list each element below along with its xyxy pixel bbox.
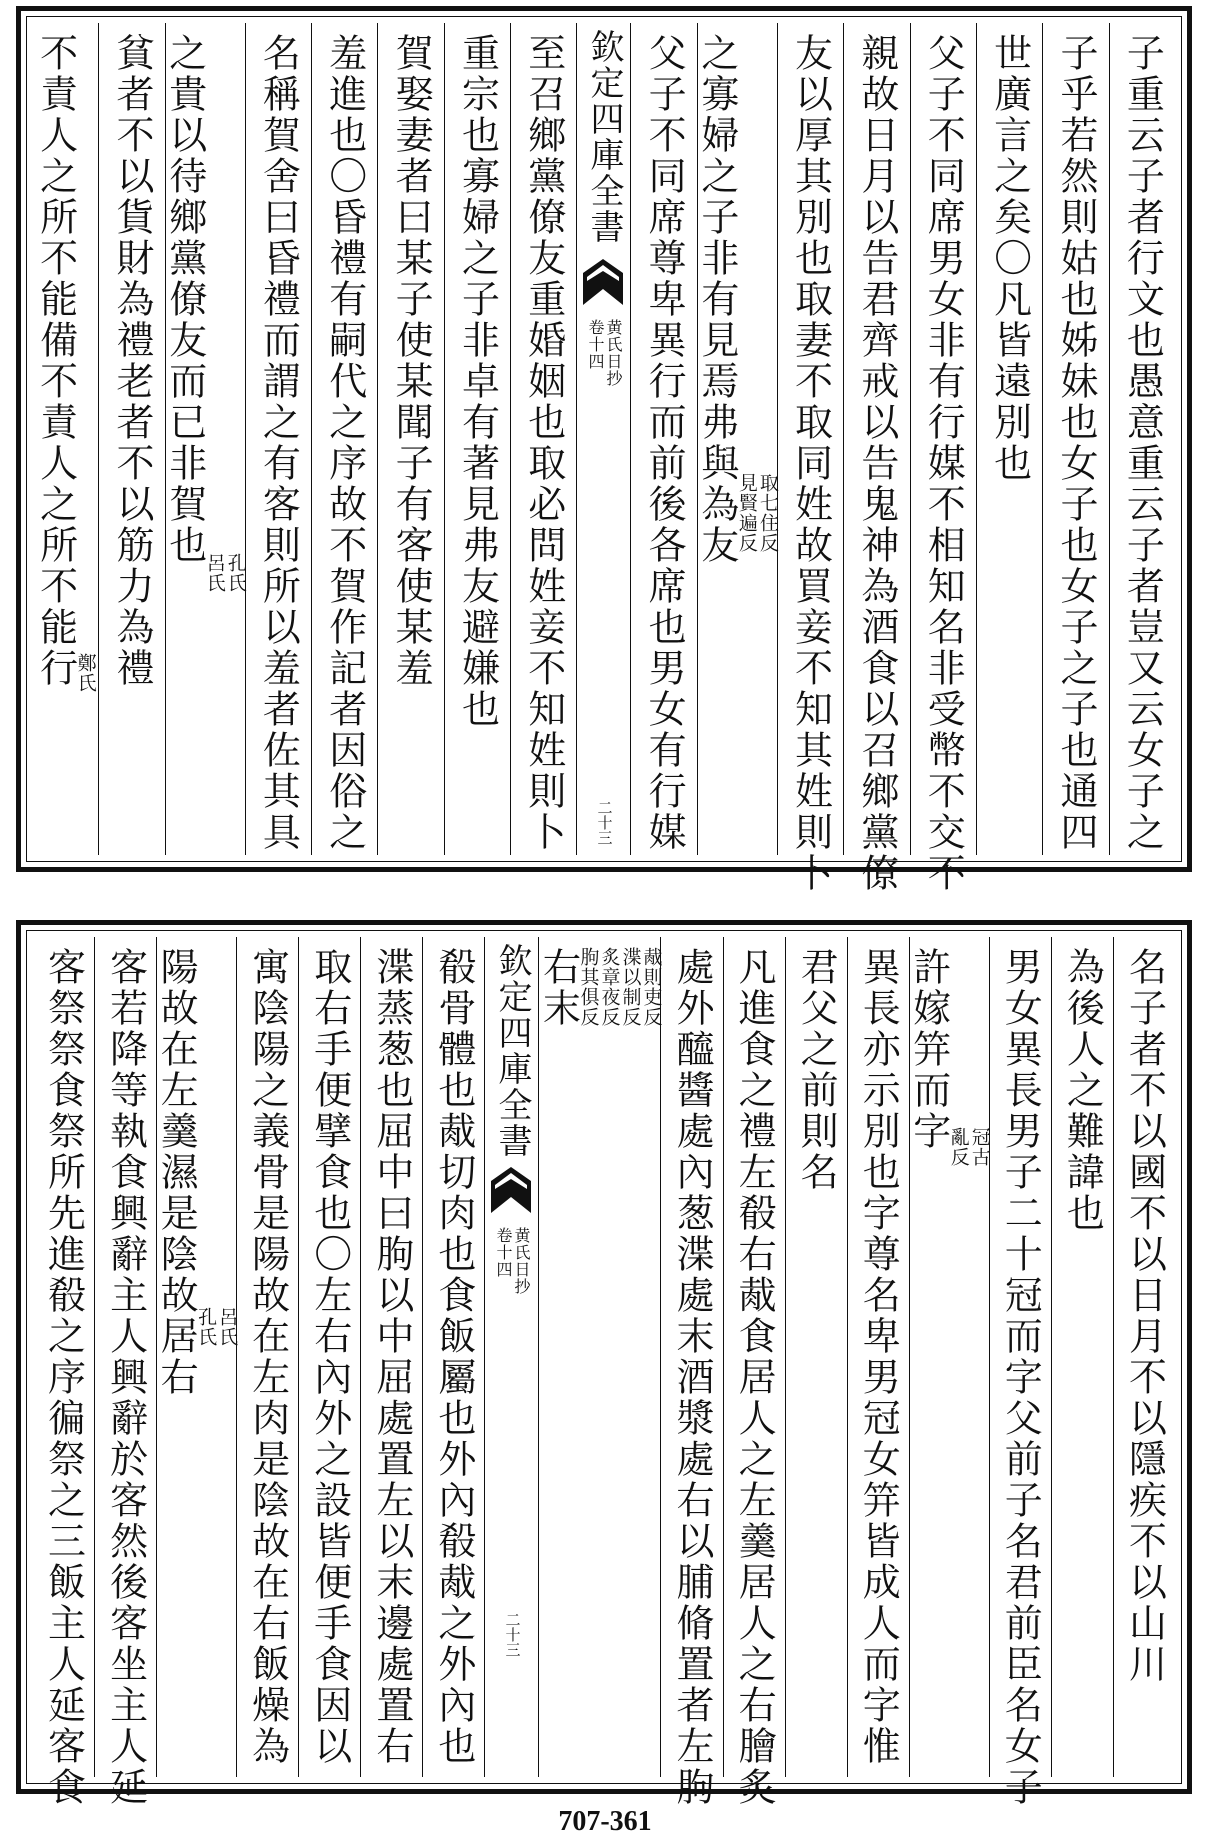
column-text: 親故日月以告君齊戒以告鬼神為酒食以召鄉黨僚 bbox=[854, 33, 899, 894]
column-text: 重宗也寡婦之子非卓有著見弗友避嫌也 bbox=[455, 33, 500, 730]
column-text: 賀娶妻者曰某子使某聞子有客使某羞 bbox=[389, 33, 434, 689]
column-text: 至召鄉黨僚友重婚姻也取必問姓妾不知姓則卜 bbox=[521, 33, 566, 853]
column-text: 不責人之所不能備不責人之所不能行 bbox=[33, 33, 78, 689]
text-column bbox=[311, 23, 377, 855]
column-text: 友以厚其別也取妻不取同姓故買妾不知其姓則卜 bbox=[788, 33, 833, 894]
top-page-panel bbox=[16, 6, 1192, 894]
column-text: 處外醯醬處內葱渫處末酒漿處右以脯脩置者左朐 bbox=[669, 947, 714, 1808]
column-text: 許嫁笄而字 bbox=[906, 947, 951, 1152]
text-column bbox=[1042, 23, 1108, 855]
text-column bbox=[910, 23, 976, 894]
column-text: 名子者不以國不以日月不以隱疾不以山川 bbox=[1122, 947, 1167, 1685]
text-column bbox=[377, 23, 443, 855]
column-text: 陽故在左羹濕是陰故居右 bbox=[154, 947, 199, 1398]
text-column bbox=[162, 23, 247, 855]
text-column bbox=[1109, 23, 1175, 855]
book-title: 黄氏日抄 卷十四 bbox=[493, 1227, 531, 1295]
column-text: 凡進食之禮左殽右胾食居人之左羹居人之右膾炙 bbox=[732, 947, 777, 1808]
column-text: 貧者不以貨財為禮老者不以筋力為禮 bbox=[110, 33, 154, 689]
column-text: 客祭祭食祭所先進殽之序徧祭之三飯主人延客食 bbox=[41, 947, 86, 1808]
text-column bbox=[536, 937, 663, 1777]
column-text: 名稱賀舍曰昏禮而謂之有客則所以羞者佐其具 bbox=[256, 33, 301, 853]
annotation-note bbox=[737, 473, 777, 855]
note-line: 朐其俱反 bbox=[577, 947, 600, 1027]
annotation-note bbox=[577, 947, 663, 1777]
note-line: 炙章夜反 bbox=[598, 947, 621, 1027]
bottom-text-columns bbox=[33, 937, 1175, 1808]
top-text-columns bbox=[33, 23, 1175, 894]
text-column bbox=[154, 937, 239, 1777]
annotation-note bbox=[195, 1307, 239, 1777]
note-line: 取七住反 bbox=[756, 473, 779, 553]
bottom-page-panel bbox=[16, 920, 1192, 1808]
text-column bbox=[723, 937, 785, 1808]
center-fold-column bbox=[484, 937, 538, 1777]
text-column bbox=[236, 937, 298, 1777]
text-column bbox=[843, 23, 909, 894]
collection-title: 欽定四庫全書 bbox=[491, 943, 532, 1159]
note-line: 胾則吏反 bbox=[640, 947, 663, 1027]
text-column bbox=[630, 23, 696, 855]
annotation-note bbox=[76, 653, 95, 855]
annotation-note bbox=[949, 1127, 989, 1777]
column-text: 世廣言之矣〇凡皆遠別也 bbox=[987, 33, 1032, 484]
fishtail-mark-icon bbox=[583, 259, 623, 305]
column-text: 羞進也〇昏禮有嗣代之序故不賀作記者因俗之 bbox=[322, 33, 367, 853]
column-text: 父子不同席男女非有行媒不相知名非受幣不交不 bbox=[921, 33, 966, 894]
column-text: 子乎若然則姑也姊妹也女子也女子之子也通四 bbox=[1053, 33, 1098, 853]
note-line: 渫以制反 bbox=[619, 947, 642, 1027]
text-column bbox=[360, 937, 422, 1777]
note-line: 孔氏 bbox=[224, 553, 247, 593]
text-column bbox=[245, 23, 311, 855]
column-text: 父子不同席尊卑異行而前後各席也男女有行媒 bbox=[642, 33, 687, 853]
column-text: 客若降等執食興辭主人興辭於客然後客坐主人延 bbox=[103, 947, 148, 1808]
column-text: 取右手便擘食也〇左右內外之設皆便手食因以 bbox=[307, 947, 352, 1767]
leaf-number: 二十三 bbox=[595, 800, 614, 845]
column-text: 子重云子者行文也愚意重云子者豈又云女子之 bbox=[1120, 33, 1165, 853]
column-text: 為後人之難諱也 bbox=[1060, 947, 1105, 1234]
column-text: 渫蒸葱也屈中曰朐以中屈處置左以末邊處置右 bbox=[369, 947, 414, 1767]
text-column bbox=[989, 937, 1051, 1808]
center-fold-column bbox=[576, 23, 630, 855]
text-column bbox=[98, 23, 164, 855]
text-column bbox=[510, 23, 576, 855]
note-line: 鄭氏 bbox=[74, 653, 97, 693]
collection-title: 欽定四庫全書 bbox=[583, 29, 624, 245]
text-column bbox=[94, 937, 156, 1808]
text-column bbox=[906, 937, 991, 1777]
text-column bbox=[33, 937, 94, 1808]
column-text: 右末 bbox=[536, 947, 581, 1029]
text-column bbox=[777, 23, 843, 894]
column-text: 殽骨體也胾切肉也食飯屬也外內殽胾之外內也 bbox=[431, 947, 476, 1767]
text-column bbox=[1113, 937, 1175, 1777]
text-column bbox=[785, 937, 847, 1777]
column-text: 君父之前則名 bbox=[794, 947, 839, 1193]
text-column bbox=[660, 937, 722, 1808]
text-column bbox=[976, 23, 1042, 855]
column-text: 男女異長男子二十冠而字父前子名君前臣名女子 bbox=[998, 947, 1043, 1808]
book-title: 黄氏日抄 卷十四 bbox=[585, 319, 623, 387]
text-column bbox=[444, 23, 510, 855]
column-text: 之貴以待鄉黨僚友而已非賀也 bbox=[162, 33, 207, 566]
text-column bbox=[298, 937, 360, 1777]
text-column bbox=[33, 23, 98, 855]
note-line: 孔氏 bbox=[195, 1307, 218, 1347]
note-line: 亂反 bbox=[947, 1127, 970, 1167]
note-line: 冠古 bbox=[968, 1127, 991, 1167]
text-column bbox=[422, 937, 484, 1777]
text-column bbox=[694, 23, 779, 855]
leaf-number: 二十三 bbox=[503, 1612, 522, 1657]
text-column bbox=[1051, 937, 1113, 1777]
page-number: 707-361 bbox=[558, 1806, 652, 1837]
column-text: 異長亦示別也字尊名卑男冠女笄皆成人而字惟 bbox=[856, 947, 901, 1767]
fishtail-mark-icon bbox=[491, 1167, 531, 1213]
annotation-note bbox=[205, 553, 245, 855]
column-text: 寓陰陽之義骨是陽故在左肉是陰故在右飯燥為 bbox=[245, 947, 290, 1767]
text-column bbox=[847, 937, 909, 1777]
note-line: 呂氏 bbox=[203, 553, 226, 593]
note-line: 呂氏 bbox=[216, 1307, 239, 1347]
note-line: 見賢遍反 bbox=[735, 473, 758, 553]
column-text: 之寡婦之子非有見焉弗與為友 bbox=[694, 33, 739, 566]
